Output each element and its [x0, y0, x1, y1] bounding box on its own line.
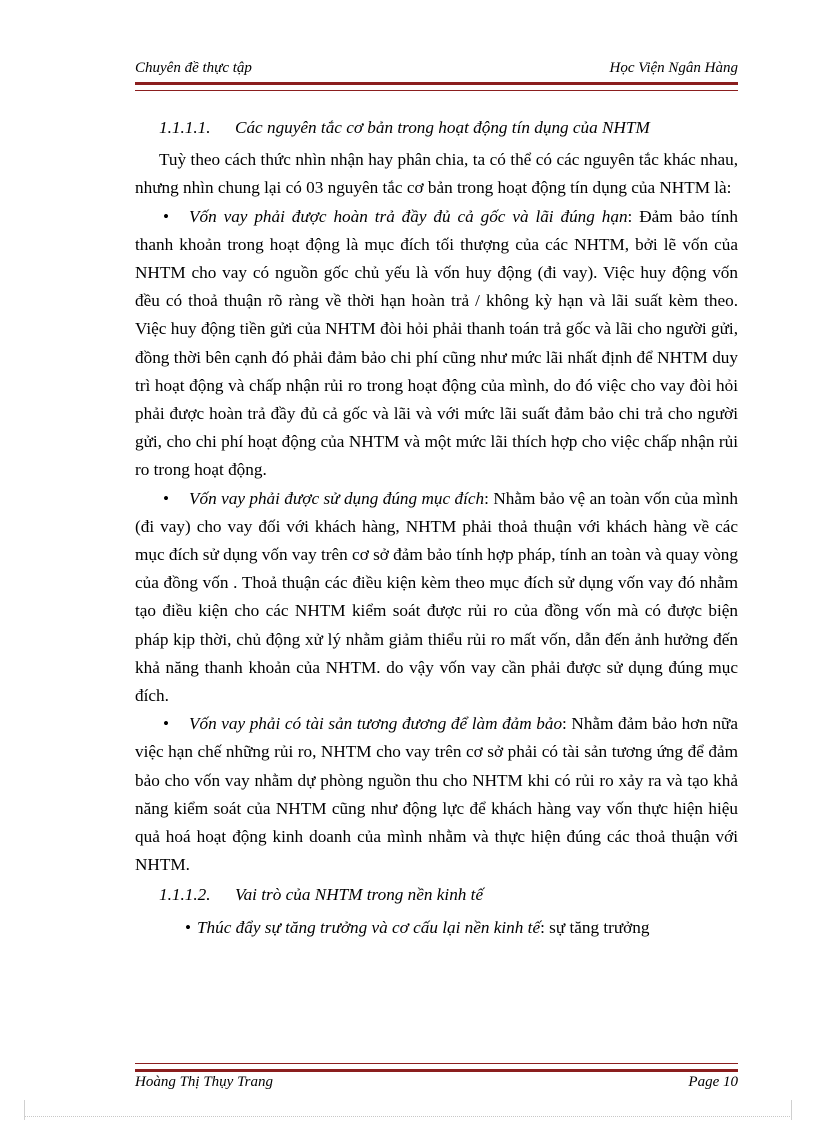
principle-item [135, 485, 738, 711]
principle-item [135, 203, 738, 485]
principle-title: Vốn vay phải được sử dụng đúng mục đích [189, 488, 485, 508]
crop-mark [24, 1100, 25, 1120]
principle-body: : Nhằm bảo vệ an toàn vốn của mình (đi vay) cho vay đối với khách hàng, NHTM phải thoả thuận với khách hàng về các mục đích sử dụng vốn vay trên cơ sở đảm bảo tính hợp pháp, tính an toàn và quay vòng của đồng vốn . Thoả thuận các điều kiện kèm theo mục đích sử dụng vốn vay đó nhằm tạo điều kiện cho các NHTM kiểm soát được rủi ro của đồng vốn mà có được biện pháp kịp thời, chủ động xử lý nhằm giảm thiểu rủi ro mất vốn, dẫn đến ảnh hưởng đến khả năng thanh khoản của NHTM. do vậy vốn vay cần phải được sử dụng đúng mục đích. [135, 488, 738, 706]
section-number: 1.1.1.2. [159, 885, 211, 905]
page-body [135, 114, 738, 942]
page-header [135, 60, 738, 82]
role-item [135, 914, 738, 942]
bullet-icon: • [163, 714, 170, 734]
footer-rule [135, 1063, 738, 1072]
bullet-icon: • [185, 917, 192, 937]
section-title: Vai trò của NHTM trong nền kinh tế [235, 885, 484, 905]
footer-author: Hoàng Thị Thụy Trang [135, 1074, 273, 1090]
crop-mark [791, 1100, 792, 1120]
header-institution: Học Viện Ngân Hàng [609, 60, 738, 76]
section-heading-role [135, 881, 738, 909]
role-title: Thúc đẩy sự tăng trưởng và cơ cấu lại nền kinh tế [197, 917, 541, 937]
page-footer [135, 1074, 738, 1096]
intro-paragraph: Tuỳ theo cách thức nhìn nhận hay phân chia, ta có thể có các nguyên tắc khác nhau, nhưng nhìn chung lại có 03 nguyên tắc cơ bản trong hoạt động tín dụng của NHTM là: [135, 150, 738, 198]
header-document-type: Chuyên đề thực tập [135, 60, 252, 76]
role-body: : sự tăng trưởng [540, 917, 650, 937]
principle-body: : Đảm bảo tính thanh khoản trong hoạt động là mục đích tối thượng của các NHTM, bởi lẽ vốn của NHTM cho vay có nguồn gốc chủ yếu là vốn huy động (đi vay). Việc huy động vốn đều có thoả thuận rõ ràng về thời hạn hoàn trả / không kỳ hạn và lãi suất kèm theo. Việc huy động tiền gửi của NHTM đòi hỏi phải thanh toán trả gốc và lãi cho người gửi, đồng thời bên cạnh đó phải đảm bảo chi phí cũng như mức lãi nhất định để NHTM duy trì hoạt động và chấp nhận rủi ro trong hoạt động của mình, do đó việc cho vay đòi hỏi phải được hoàn trả đầy đủ cả gốc và lãi và với mức lãi suất đảm bảo chi trả cho người gửi, cho chi phí hoạt động của NHTM và một mức lãi thích hợp cho việc chấp nhận rủi ro trong hoạt động. [135, 206, 738, 480]
bullet-icon: • [163, 488, 170, 508]
section-title: Các nguyên tắc cơ bản trong hoạt động tín dụng của NHTM [235, 118, 650, 137]
section-number: 1.1.1.1. [159, 118, 211, 137]
header-rule [135, 82, 738, 91]
principle-title: Vốn vay phải được hoàn trả đầy đủ cả gốc và lãi đúng hạn [189, 206, 628, 226]
page-boundary [24, 1116, 792, 1117]
principle-body: : Nhằm đảm bảo hơn nữa việc hạn chế những rủi ro, NHTM cho vay trên cơ sở phải có tài sản tương ứng để đảm bảo cho vốn vay nhằm dự phòng nguồn thu cho NHTM khi có rủi ro xảy ra và tạo khả năng kiểm soát của NHTM cũng như động lực để khách hàng vay vốn thực hiện hiệu quả hoá hoạt động kinh doanh của mình nhằm và thực hiện đúng các thoả thuận với NHTM. [135, 714, 738, 875]
principle-title: Vốn vay phải có tài sản tương đương để làm đảm bảo [189, 714, 563, 734]
page-number: Page 10 [688, 1074, 738, 1090]
bullet-icon: • [163, 206, 170, 226]
principle-item [135, 710, 738, 879]
section-heading-principles [135, 114, 738, 142]
